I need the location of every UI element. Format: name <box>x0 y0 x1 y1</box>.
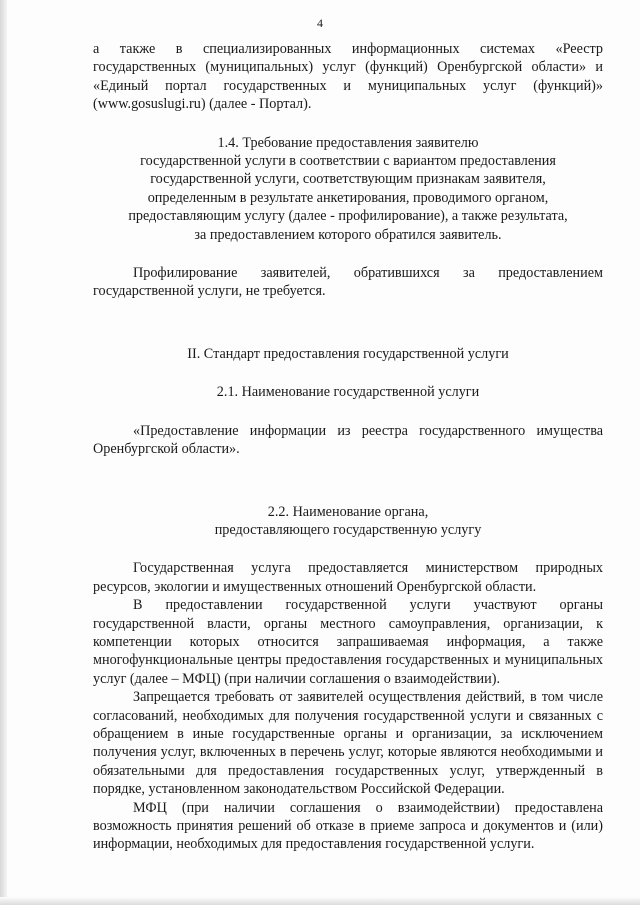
heading-line: предоставляющим услугу (далее - профилирование), а также результата, <box>128 208 568 225</box>
heading-line: за предоставлением которого обратился заявитель. <box>194 226 502 243</box>
section-2-2-paragraph: В предоставлении государственной услуги участвуют органы государственной власти, органы местного самоуправления, организации, к компетенции которых относится запрашиваемая информация, а также многофункциональные центры предоставления государственных и муниципальных услуг (далее – МФЦ) (при наличии соглашения о взаимодействии). <box>93 597 603 687</box>
document-body <box>93 40 603 854</box>
scan-left-edge <box>0 0 7 905</box>
intro-paragraph: а также в специализированных информационных системах «Реестр государственных (муниципальных) услуг (функций) Оренбургской области» и «Единый портал государственных и муниципальных услуг (функций)» (www.gosuslugi.ru) (далее - Портал). <box>93 41 603 113</box>
section-2-2-paragraph: МФЦ (при наличии соглашения о взаимодействии) предоставлена возможность принятия решений об отказе в приеме запроса и документов и (или) информации, необходимых для предоставления государственной услуги. <box>93 799 603 853</box>
scan-bottom-edge <box>0 897 640 905</box>
page-number: 4 <box>317 16 323 30</box>
heading-line: государственной услуги, соответствующим признакам заявителя, <box>150 171 546 188</box>
section-2-heading: II. Стандарт предоставления государственной услуги <box>187 345 509 362</box>
section-2-2-heading <box>93 503 603 540</box>
heading-line: определенным в результате анкетирования, проводимого органом, <box>147 189 549 206</box>
heading-line: государственной услуги в соответствии с вариантом предоставления <box>140 153 556 170</box>
section-2-2-paragraph: Государственная услуга предоставляется министерством природных ресурсов, экологии и имущественных отношений Оренбургской области. <box>93 560 603 595</box>
section-1-4-heading <box>93 134 603 244</box>
section-2-1-heading: 2.1. Наименование государственной услуги <box>216 384 480 401</box>
section-2-2-paragraph: Запрещается требовать от заявителей осуществления действий, в том числе согласований, необходимых для получения государственной услуги и связанных с обращением в иные государственные органы и организации, за исключением получения услуг, включенных в перечень услуг, которые являются необходимыми и обязательными для предоставления государственных услуг, утвержденный в порядке, установленном законодательством Российской Федерации. <box>93 689 603 798</box>
section-1-4-text: Профилирование заявителей, обратившихся за предоставлением государственной услуги, не требуется. <box>93 265 603 300</box>
heading-line: 2.2. Наименование органа, <box>267 503 429 520</box>
section-2-1-text: «Предоставление информации из реестра государственного имущества Оренбургской области». <box>93 422 603 458</box>
heading-line: 1.4. Требование предоставления заявителю <box>217 134 479 151</box>
heading-line: предоставляющего государственную услугу <box>214 521 482 538</box>
